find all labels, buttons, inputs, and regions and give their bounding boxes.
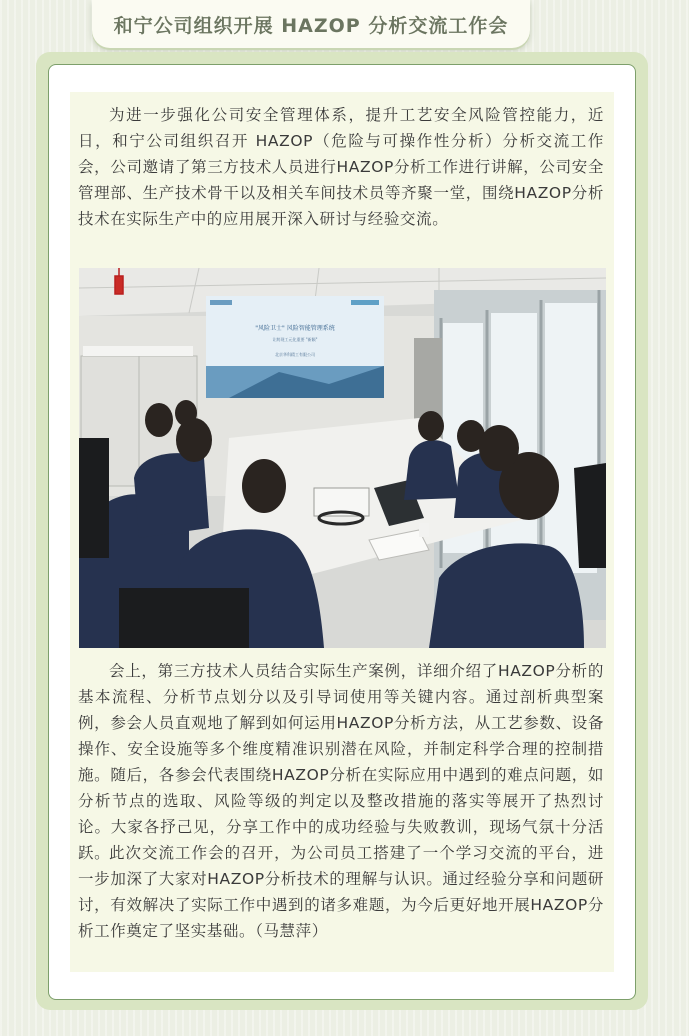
paragraph-conclusion: 此次交流工作会的召开，为公司员工搭建了一个学习交流的平台，进一步加深了大家对HAZOP分析技术的理解与认识。通过经验分享和问题研讨，有效解决了实际工作中遇到的诸多难题，为今后更好地开展HAZOP分析工作奠定了坚实基础。（马慧萍） (78, 844, 604, 940)
slide-company: 北京华科精工有限公司 (275, 352, 315, 357)
title-banner (92, 0, 530, 48)
paragraph-meeting: 会上，第三方技术人员结合实际生产案例，详细介绍了HAZOP分析的基本流程、分析节点划分以及引导词使用等关键内容。通过剖析典型案例，参会人员直观地了解到如何运用HAZOP分析方法，从工艺参数、设备操作、安全设施等多个维度精准识别潜在风险，并制定科学合理的控制措施。随后，各参会代表围绕HAZOP分析在实际应用中遇到的难点问题，如分析节点的选取、风险等级的判定以及整改措施的落实等展开了热烈讨论。大家各抒己见，分享工作中的成功经验与失败教训，现场气氛十分活跃。 (78, 662, 604, 862)
slide-subtitle: 让跨现工元化重要 "新颖" (272, 337, 318, 342)
meeting-photo-illustration (79, 268, 606, 648)
article-title: 和宁公司组织开展 HAZOP 分析交流工作会 (113, 14, 509, 37)
article-content (70, 92, 614, 972)
paragraph-intro: 为进一步强化公司安全管理体系，提升工艺安全风险管控能力，近日，和宁公司组织召开 HAZOP（危险与可操作性分析）分析交流工作会，公司邀请了第三方技术人员进行HAZOP分析工作进行讲解，公司安全管理部、生产技术骨干以及相关车间技术员等齐聚一堂，围绕HAZOP分析技术在实际生产中的应用展开深入研讨与经验交流。 (78, 106, 604, 228)
slide-title: "风险卫士" 风险智能管理系统 (255, 325, 335, 332)
meeting-photo (79, 268, 606, 648)
